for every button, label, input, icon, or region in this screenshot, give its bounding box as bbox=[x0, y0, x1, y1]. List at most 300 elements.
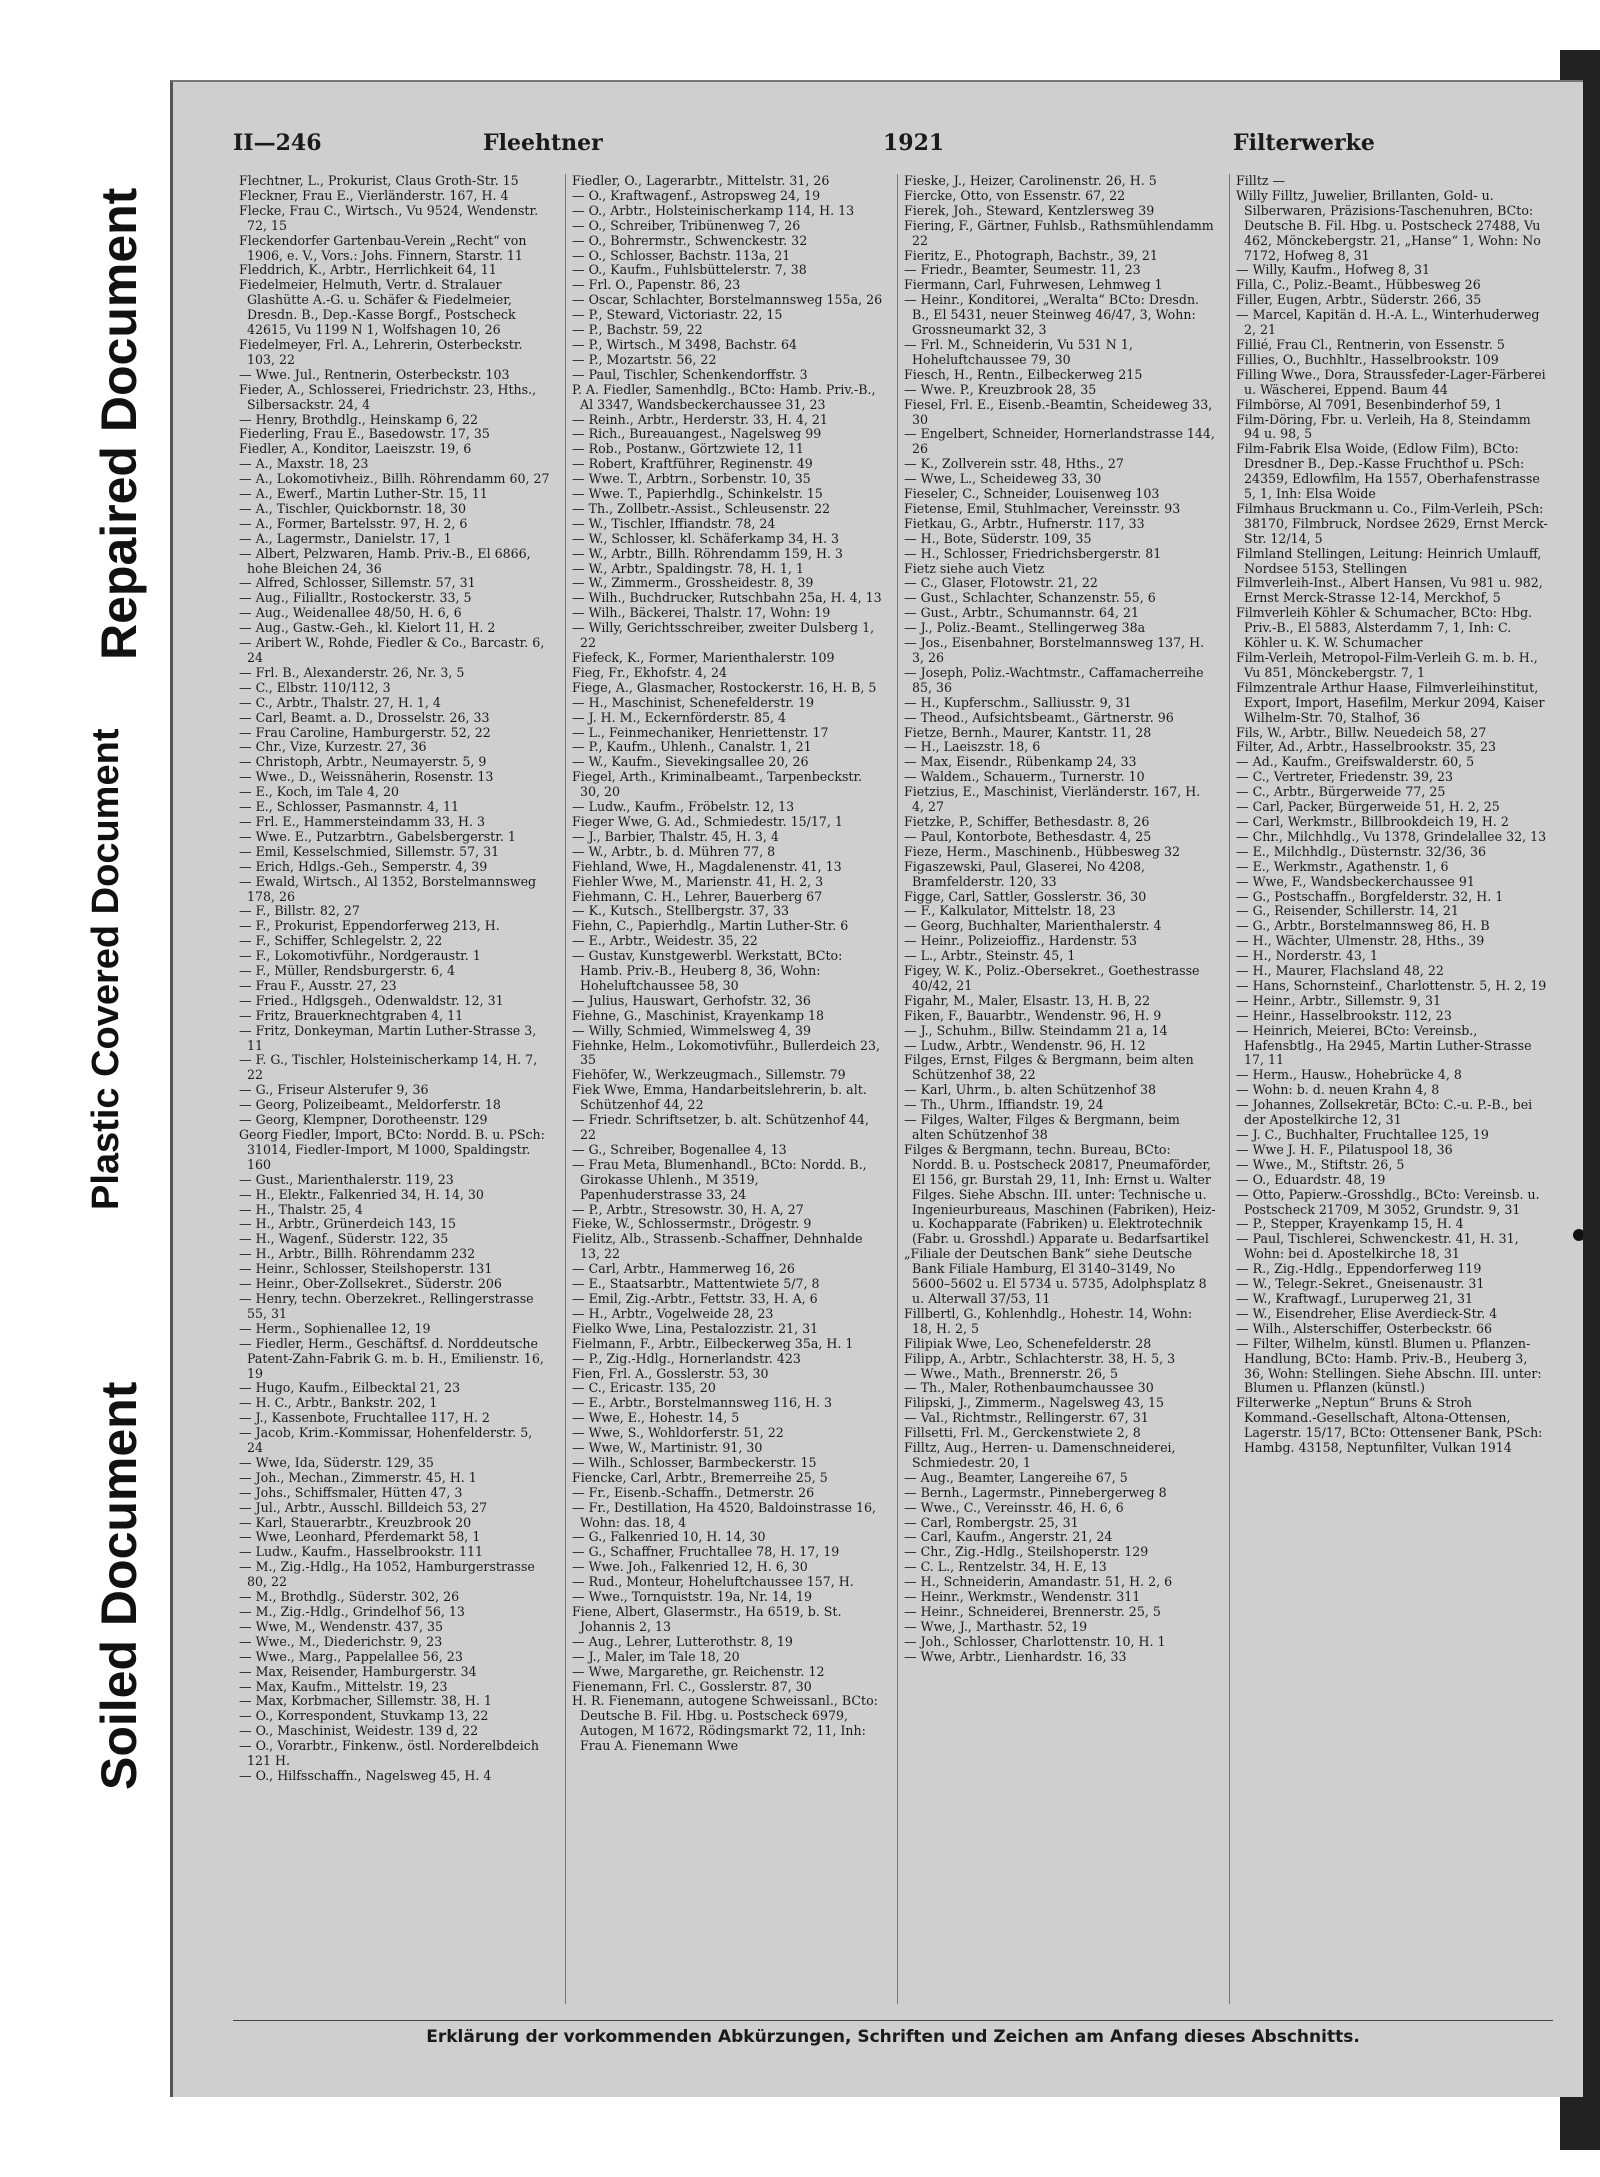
directory-entry: — M., Zig.-Hdlg., Grindelhof 56, 13 bbox=[239, 1604, 465, 1619]
directory-entry: — Frau Caroline, Hamburgerstr. 52, 22 bbox=[239, 724, 491, 740]
directory-entry: — H., Maurer, Flachsland 48, 22 bbox=[1236, 963, 1444, 979]
directory-entry: — Rud., Monteur, Hoheluftchaussee 157, H. bbox=[572, 1574, 854, 1590]
directory-entry: — H. C., Arbtr., Bankstr. 202, 1 bbox=[239, 1395, 438, 1411]
directory-entry: — Ad., Kaufm., Greifswalderstr. 60, 5 bbox=[1236, 754, 1475, 770]
directory-entry: — Wwe, S., Wohldorferstr. 51, 22 bbox=[572, 1425, 784, 1441]
directory-entry: — Robert, Kraftführer, Reginenstr. 49 bbox=[572, 456, 813, 472]
directory-entry: — A., Former, Bartelsstr. 97, H. 2, 6 bbox=[239, 515, 468, 531]
directory-entry: — F., Schiffer, Schlegelstr. 2, 22 bbox=[239, 933, 443, 949]
directory-entry: — Theod., Aufsichtsbeamt., Gärtnerstr. 96 bbox=[904, 709, 1174, 725]
directory-entry: — Marcel, Kapitän d. H.-A. L., Winterhuderweg 2, 21 bbox=[1236, 307, 1540, 338]
directory-entry: Fiedelmeyer, Frl. A., Lehrerin, Osterbeckstr. 103, 22 bbox=[239, 336, 523, 367]
directory-entry: — Gust., Schlachter, Schanzenstr. 55, 6 bbox=[904, 590, 1156, 606]
directory-entry: — H., Schlosser, Friedrichsbergerstr. 81 bbox=[904, 545, 1162, 561]
directory-entry: — W., Arbtr., b. d. Mühren 77, 8 bbox=[572, 843, 776, 859]
directory-entry: Filmverleih Köhler & Schumacher, BCto: Hbg. Priv.-B., El 5883, Alsterdamm 7, 1, Inh: C. Köhler u. K. W. Schumacher bbox=[1236, 605, 1533, 651]
directory-entry: Fierek, Joh., Steward, Kentzlersweg 39 bbox=[904, 202, 1155, 218]
directory-entry: — E., Schlosser, Pasmannstr. 4, 11 bbox=[239, 799, 459, 815]
directory-entry: Fiesch, H., Rentn., Eilbeckerweg 215 bbox=[904, 366, 1143, 382]
directory-entry: — Frl. E., Hammersteindamm 33, H. 3 bbox=[239, 813, 486, 829]
directory-entry: — J., Poliz.-Beamt., Stellingerweg 38a bbox=[904, 620, 1146, 636]
directory-entry: — Wwe, Margarethe, gr. Reichenstr. 12 bbox=[572, 1663, 825, 1679]
directory-entry: — M., Zig.-Hdlg., Ha 1052, Hamburgerstrasse 80, 22 bbox=[239, 1559, 535, 1590]
directory-entry: — J., Barbier, Thalstr. 45, H. 3, 4 bbox=[572, 828, 779, 844]
directory-entry: — C., Arbtr., Thalstr. 27, H. 1, 4 bbox=[239, 694, 441, 710]
directory-entry: — Georg, Buchhalter, Marienthalerstr. 4 bbox=[904, 918, 1162, 934]
directory-entry: — O., Maschinist, Weidestr. 139 d, 22 bbox=[239, 1723, 479, 1739]
directory-entry: — Max, Korbmacher, Sillemstr. 38, H. 1 bbox=[239, 1693, 492, 1709]
directory-entry: Fiehler Wwe, M., Marienstr. 41, H. 2, 3 bbox=[572, 873, 824, 889]
directory-entry: — H., Wächter, Ulmenstr. 28, Hths., 39 bbox=[1236, 933, 1485, 949]
stamp-soiled: Soiled Document bbox=[91, 1381, 147, 1790]
columns bbox=[233, 174, 1563, 2004]
directory-entry: — Filges, Walter, Filges & Bergmann, beim alten Schützenhof 38 bbox=[904, 1112, 1180, 1142]
directory-entry: — H., Bote, Süderstr. 109, 35 bbox=[904, 530, 1092, 546]
directory-entry: — Ludw., Kaufm., Fröbelstr. 12, 13 bbox=[572, 799, 795, 815]
directory-entry: P. A. Fiedler, Samenhdlg., BCto: Hamb. Priv.-B., Al 3347, Wandsbeckerchaussee 31, 23 bbox=[572, 381, 876, 412]
directory-entry: — O., Kaufm., Fuhlsbüttelerstr. 7, 38 bbox=[572, 262, 807, 278]
directory-entry: Filmland Stellingen, Leitung: Heinrich Umlauff, Nordsee 5153, Stellingen bbox=[1236, 545, 1542, 576]
stamp-column bbox=[0, 0, 160, 2177]
directory-entry: — Wwe, F., Wandsbeckerchaussee 91 bbox=[1236, 873, 1475, 889]
directory-entry: — W., Kaufm., Sievekingsallee 20, 26 bbox=[572, 754, 809, 770]
directory-entry: „Filiale der Deutschen Bank“ siehe Deutsche Bank Filiale Hamburg, El 3140–3149, No 5600–5602 u. El 5734 u. 5735, Adolphsplatz 8 u. Alterwall 37/53, 11 bbox=[904, 1246, 1207, 1306]
directory-entry: — H., Elektr., Falkenried 34, H. 14, 30 bbox=[239, 1186, 484, 1202]
directory-entry: Fielmann, F., Arbtr., Eilbeckerweg 35a, H. 1 bbox=[572, 1335, 854, 1351]
directory-entry: — W., Schlosser, kl. Schäferkamp 34, H. 3 bbox=[572, 530, 840, 546]
directory-entry: Fiehnke, Helm., Lokomotivführ., Bullerdeich 23, 35 bbox=[572, 1037, 880, 1068]
directory-entry: — Karl, Uhrm., b. alten Schützenhof 38 bbox=[904, 1082, 1157, 1098]
directory-entry: — Val., Richtmstr., Rellingerstr. 67, 31 bbox=[904, 1410, 1149, 1426]
directory-entry: — Wwe. E., Putzarbtrn., Gabelsbergerstr. 1 bbox=[239, 828, 516, 844]
directory-entry: — Ludw., Kaufm., Hasselbrookstr. 111 bbox=[239, 1544, 484, 1560]
directory-entry: — Wwe. T., Arbtrn., Sorbenstr. 10, 35 bbox=[572, 471, 811, 487]
directory-entry: — Fried., Hdlgsgeh., Odenwaldstr. 12, 31 bbox=[239, 992, 504, 1008]
directory-entry: Filipski, J., Zimmerm., Nagelsweg 43, 15 bbox=[904, 1395, 1165, 1411]
directory-entry: Fillies, O., Buchhltr., Hasselbrookstr. 109 bbox=[1236, 351, 1499, 367]
directory-entry: — Wwe., Math., Brennerstr. 26, 5 bbox=[904, 1365, 1119, 1381]
directory-entry: — C. L., Rentzelstr. 34, H. E, 13 bbox=[904, 1559, 1107, 1575]
directory-entry: — Julius, Hauswart, Gerhofstr. 32, 36 bbox=[572, 992, 811, 1008]
directory-entry: — Aug., Filialltr., Rostockerstr. 33, 5 bbox=[239, 590, 472, 606]
column-2 bbox=[565, 174, 888, 2004]
directory-entry: — P., Bachstr. 59, 22 bbox=[572, 322, 703, 338]
directory-entry: — Friedr. Schriftsetzer, b. alt. Schützenhof 44, 22 bbox=[572, 1112, 870, 1142]
directory-entry: — P., Stepper, Krayenkamp 15, H. 4 bbox=[1236, 1216, 1464, 1232]
directory-entry: — C., Elbstr. 110/112, 3 bbox=[239, 679, 391, 695]
directory-entry: Flechtner, L., Prokurist, Claus Groth-Str. 15 bbox=[239, 174, 519, 188]
directory-entry: — Chr., Zig.-Hdlg., Steilshoperstr. 129 bbox=[904, 1544, 1149, 1560]
directory-entry: Fieske, J., Heizer, Carolinenstr. 26, H. 5 bbox=[904, 174, 1157, 188]
directory-entry: — O., Kraftwagenf., Astropsweg 24, 19 bbox=[572, 187, 821, 203]
directory-entry: Fietzke, P., Schiffer, Bethesdastr. 8, 26 bbox=[904, 813, 1150, 829]
directory-page bbox=[170, 80, 1583, 2097]
directory-entry: — Joseph, Poliz.-Wachtmstr., Caffamacherreihe 85, 36 bbox=[904, 664, 1204, 695]
directory-entry: Fiehöfer, W., Werkzeugmach., Sillemstr. 79 bbox=[572, 1067, 846, 1083]
directory-entry: — Henry, Brothdlg., Heinskamp 6, 22 bbox=[239, 411, 479, 427]
directory-entry: — Paul, Tischler, Schenkendorffstr. 3 bbox=[572, 366, 808, 382]
directory-entry: Fiering, F., Gärtner, Fuhlsb., Rathsmühlendamm 22 bbox=[904, 217, 1214, 248]
directory-entry: — Wwe., Marg., Pappelallee 56, 23 bbox=[239, 1648, 463, 1664]
page-number: II—246 bbox=[233, 130, 322, 156]
directory-entry: — Heinr., Schneiderei, Brennerstr. 25, 5 bbox=[904, 1604, 1161, 1619]
directory-entry: — Wwe, M., Wendenstr. 437, 35 bbox=[239, 1618, 444, 1634]
directory-entry: — A., Tischler, Quickbornstr. 18, 30 bbox=[239, 500, 467, 516]
directory-entry: Fieg, Fr., Ekhofstr. 4, 24 bbox=[572, 664, 728, 680]
directory-entry: — Erich, Hdlgs.-Geh., Semperstr. 4, 39 bbox=[239, 858, 488, 874]
directory-entry: — Wilh., Bäckerei, Thalstr. 17, Wohn: 19 bbox=[572, 605, 831, 621]
directory-entry: — Wohn: b. d. neuen Krahn 4, 8 bbox=[1236, 1082, 1440, 1098]
directory-entry: — Max, Eisendr., Rübenkamp 24, 33 bbox=[904, 754, 1137, 770]
directory-entry: — G., Schaffner, Fruchtallee 78, H. 17, 19 bbox=[572, 1544, 840, 1560]
directory-entry: — Fiedler, Herm., Geschäftsf. d. Norddeutsche Patent-Zahn-Fabrik G. m. b. H., Emilienstr. 16, 19 bbox=[239, 1335, 544, 1381]
directory-entry: Figaszewski, Paul, Glaserei, No 4208, Bramfelderstr. 120, 33 bbox=[904, 858, 1146, 889]
directory-entry: — A., Lagermstr., Danielstr. 17, 1 bbox=[239, 530, 452, 546]
directory-entry: — C., Glaser, Flotowstr. 21, 22 bbox=[904, 575, 1098, 591]
directory-entry: — L., Arbtr., Steinstr. 45, 1 bbox=[904, 948, 1076, 964]
directory-entry: Fiehn, C., Papierhdlg., Martin Luther-Str. 6 bbox=[572, 918, 849, 934]
page-header bbox=[233, 130, 1553, 160]
directory-entry: — Filter, Wilhelm, künstl. Blumen u. Pflanzen-Handlung, BCto: Hamb. Priv.-B., Heuberg 3, 36, Wohn: Stellingen. Siehe Abschn. III. unter: Blumen u. Pflanzen (künstl.) bbox=[1236, 1335, 1542, 1396]
directory-entry: — F. G., Tischler, Holsteinischerkamp 14, H. 7, 22 bbox=[239, 1052, 538, 1083]
directory-entry: — Max, Reisender, Hamburgerstr. 34 bbox=[239, 1663, 477, 1679]
directory-entry: Flecke, Frau C., Wirtsch., Vu 9524, Wendenstr. 72, 15 bbox=[239, 202, 539, 233]
directory-entry: — W., Eisendreher, Elise Averdieck-Str. 4 bbox=[1236, 1305, 1498, 1321]
directory-entry: Fleddrich, K., Arbtr., Herrlichkeit 64, 11 bbox=[239, 262, 497, 278]
column-1 bbox=[233, 174, 555, 2004]
directory-entry: — Hans, Schornsteinf., Charlottenstr. 5, H. 2, 19 bbox=[1236, 977, 1547, 993]
directory-entry: — Fr., Eisenb.-Schaffn., Detmerstr. 26 bbox=[572, 1484, 815, 1500]
directory-entry: — J., Maler, im Tale 18, 20 bbox=[572, 1648, 740, 1664]
directory-entry: — E., Arbtr., Borstelmannsweg 116, H. 3 bbox=[572, 1395, 833, 1411]
directory-entry: — Frl. B., Alexanderstr. 26, Nr. 3, 5 bbox=[239, 664, 465, 680]
directory-entry: Filler, Eugen, Arbtr., Süderstr. 266, 35 bbox=[1236, 292, 1482, 308]
directory-entry: — Carl, Rombergstr. 25, 31 bbox=[904, 1514, 1079, 1530]
directory-entry: Fieritz, E., Photograph, Bachstr., 39, 21 bbox=[904, 247, 1158, 263]
directory-entry: — Otto, Papierw.-Grosshdlg., BCto: Vereinsb. u. Postscheck 21709, M 3052, Grundstr. 9, 31 bbox=[1236, 1186, 1540, 1217]
directory-entry: — H., Arbtr., Billh. Röhrendamm 232 bbox=[239, 1246, 476, 1262]
column-4 bbox=[1229, 174, 1552, 2004]
directory-entry: Fiedler, O., Lagerarbtr., Mittelstr. 31, 26 bbox=[572, 174, 830, 188]
directory-entry: — Joh., Schlosser, Charlottenstr. 10, H. 1 bbox=[904, 1633, 1166, 1649]
directory-entry: Fiedelmeier, Helmuth, Vertr. d. Stralauer Glashütte A.-G. u. Schäfer & Fiedelmeier, Dresdn. B., Dep.-Kasse Borgf., Postscheck 42615, Vu 1199 N 1, Wolfshagen 10, 26 bbox=[239, 277, 516, 338]
directory-entry: — P., Zig.-Hdlg., Hornerlandstr. 423 bbox=[572, 1350, 801, 1366]
directory-entry: — E., Werkmstr., Agathenstr. 1, 6 bbox=[1236, 858, 1449, 874]
directory-entry: — Wwe., Tornquiststr. 19a, Nr. 14, 19 bbox=[572, 1589, 813, 1605]
directory-entry: Fiesel, Frl. E., Eisenb.-Beamtin, Scheideweg 33, 30 bbox=[904, 396, 1213, 427]
directory-entry: Fillsetti, Frl. M., Gerckenstwiete 2, 8 bbox=[904, 1425, 1141, 1441]
directory-entry: Fiedler, A., Konditor, Laeiszstr. 19, 6 bbox=[239, 441, 472, 457]
directory-entry: Filltz — bbox=[1236, 174, 1286, 188]
directory-entry: — Frl. O., Papenstr. 86, 23 bbox=[572, 277, 741, 293]
directory-entry: — Christoph, Arbtr., Neumayerstr. 5, 9 bbox=[239, 754, 487, 770]
directory-entry: Fien, Frl. A., Gosslerstr. 53, 30 bbox=[572, 1365, 769, 1381]
directory-entry: — Wwe, E., Hohestr. 14, 5 bbox=[572, 1410, 740, 1426]
directory-entry: Fiehmann, C. H., Lehrer, Bauerberg 67 bbox=[572, 888, 823, 904]
directory-entry: — Frau Meta, Blumenhandl., BCto: Nordd. B., Girokasse Uhlenh., M 3519, Papenhuderstrasse 33, 24 bbox=[572, 1156, 867, 1202]
directory-entry: H. R. Fienemann, autogene Schweissanl., BCto: Deutsche B. Fil. Hbg. u. Postscheck 6979, Autogen, M 1672, Rödingsmarkt 72, 11, Inh: Frau A. Fienemann Wwe bbox=[572, 1693, 878, 1754]
directory-entry: — Wwe, W., Martinistr. 91, 30 bbox=[572, 1440, 763, 1456]
directory-entry: Filmverleih-Inst., Albert Hansen, Vu 981 u. 982, Ernst Merck-Strasse 12-14, Merckhof, 5 bbox=[1236, 575, 1543, 606]
directory-entry: — H., Thalstr. 25, 4 bbox=[239, 1201, 363, 1217]
header-left-keyword: Fleehtner bbox=[483, 130, 603, 156]
directory-entry: — Alfred, Schlosser, Sillemstr. 57, 31 bbox=[239, 575, 476, 591]
directory-entry: — O., Eduardstr. 48, 19 bbox=[1236, 1171, 1386, 1187]
directory-entry: — F., Prokurist, Eppendorferweg 213, H. bbox=[239, 918, 500, 934]
directory-entry: Film-Fabrik Elsa Woide, (Edlow Film), BCto: Dresdner B., Dep.-Kasse Fruchthof u. PSch: 24359, Edlowfilm, Ha 1557, Oberhafenstrasse 5, 1, Inh: Elsa Woide bbox=[1236, 441, 1540, 502]
directory-entry: — P., Kaufm., Uhlenh., Canalstr. 1, 21 bbox=[572, 739, 812, 755]
column-3 bbox=[897, 174, 1220, 2004]
directory-entry: — Henry, techn. Oberzekret., Rellingerstrasse 55, 31 bbox=[239, 1290, 534, 1321]
directory-entry: — Wilh., Buchdrucker, Rutschbahn 25a, H. 4, 13 bbox=[572, 590, 882, 606]
directory-entry: — L., Feinmechaniker, Henriettenstr. 17 bbox=[572, 724, 829, 740]
directory-entry: Fiege, A., Glasmacher, Rostockerstr. 16, H. B, 5 bbox=[572, 679, 877, 695]
directory-entry: — Herm., Hausw., Hohebrücke 4, 8 bbox=[1236, 1067, 1462, 1083]
directory-entry: Filterwerke „Neptun“ Bruns & Stroh Kommand.-Gesellschaft, Altona-Ottensen, Lagerstr. 15/17, BCto: Ottensener Bank, PSch: Hambg. 43158, Neptunfilter, Vulkan 1914 bbox=[1236, 1395, 1543, 1456]
directory-entry: Filges, Ernst, Filges & Bergmann, beim alten Schützenhof 38, 22 bbox=[904, 1052, 1194, 1083]
directory-entry: — O., Korrespondent, Stuvkamp 13, 22 bbox=[239, 1708, 489, 1724]
directory-entry: — Aug., Beamter, Langereihe 67, 5 bbox=[904, 1469, 1128, 1485]
directory-entry: — Jos., Eisenbahner, Borstelmannsweg 137, H. 3, 26 bbox=[904, 635, 1205, 665]
directory-entry: — W., Telegr.-Sekret., Gneisenaustr. 31 bbox=[1236, 1276, 1485, 1292]
directory-entry: — Wwe. Jul., Rentnerin, Osterbeckstr. 103 bbox=[239, 366, 510, 382]
directory-entry: — H., Arbtr., Grünerdeich 143, 15 bbox=[239, 1216, 457, 1232]
directory-entry: — H., Arbtr., Vogelweide 28, 23 bbox=[572, 1305, 774, 1321]
directory-entry: — A., Ewerf., Martin Luther-Str. 15, 11 bbox=[239, 486, 488, 502]
directory-entry: — G., Falkenried 10, H. 14, 30 bbox=[572, 1529, 766, 1545]
directory-entry: — Chr., Vize, Kurzestr. 27, 36 bbox=[239, 739, 427, 755]
directory-entry: — P., Mozartstr. 56, 22 bbox=[572, 351, 717, 367]
directory-entry: — Carl, Werkmstr., Billbrookdeich 19, H. 2 bbox=[1236, 813, 1509, 829]
directory-entry: Filges & Bergmann, techn. Bureau, BCto: Nordd. B. u. Postscheck 20817, Pneumaförder, El 156, gr. Burstah 29, 11, Inh: Ernst u. Walter Filges. Siehe Abschn. III. unter: Technische u. Ingenieurbureaus, Maschinen (Fabriken), Heiz- u. Kochapparate (Fabriken) u. Elektrotechnik (Fabr. u. Grosshdl.) Apparate u. Bedarfsartikel bbox=[904, 1141, 1216, 1247]
directory-entry: — Heinr., Schlosser, Steilshoperstr. 131 bbox=[239, 1261, 493, 1277]
directory-entry: — Wwe, Ida, Süderstr. 129, 35 bbox=[239, 1454, 434, 1470]
directory-entry: — P., Arbtr., Stresowstr. 30, H. A, 27 bbox=[572, 1201, 804, 1217]
directory-entry: Fiene, Albert, Glasermstr., Ha 6519, b. St. Johannis 2, 13 bbox=[572, 1604, 842, 1634]
directory-entry: — Wwe., D., Weissnäherin, Rosenstr. 13 bbox=[239, 769, 494, 785]
directory-entry: — Carl, Beamt. a. D., Drosselstr. 26, 33 bbox=[239, 709, 490, 725]
directory-entry: Film-Döring, Fbr. u. Verleih, Ha 8, Steindamm 94 u. 98, 5 bbox=[1236, 411, 1531, 442]
directory-entry: — Herm., Sophienallee 12, 19 bbox=[239, 1320, 431, 1336]
directory-entry: Fietense, Emil, Stuhlmacher, Vereinsstr. 93 bbox=[904, 500, 1181, 516]
directory-entry: — Ewald, Wirtsch., Al 1352, Borstelmannsweg 178, 26 bbox=[239, 873, 537, 904]
directory-entry: — Wilh., Schlosser, Barmbeckerstr. 15 bbox=[572, 1454, 817, 1470]
directory-entry: Figge, Carl, Sattler, Gosslerstr. 36, 30 bbox=[904, 888, 1147, 904]
directory-entry: Fieze, Herm., Maschinenb., Hübbesweg 32 bbox=[904, 843, 1180, 859]
directory-entry: — Heinr., Ober-Zollsekret., Süderstr. 206 bbox=[239, 1276, 502, 1292]
header-right-keyword: Filterwerke bbox=[1233, 130, 1375, 156]
directory-entry: Fielitz, Alb., Strassenb.-Schaffner, Dehnhalde 13, 22 bbox=[572, 1231, 863, 1262]
directory-entry: — Wwe. P., Kreuzbrook 28, 35 bbox=[904, 381, 1097, 397]
directory-entry: Fiken, F., Bauarbtr., Wendenstr. 96, H. 9 bbox=[904, 1007, 1162, 1023]
directory-entry: — Emil, Zig.-Arbtr., Fettstr. 33, H. A, 6 bbox=[572, 1290, 818, 1306]
directory-entry: — R., Zig.-Hdlg., Eppendorferweg 119 bbox=[1236, 1261, 1482, 1277]
directory-entry: — Waldem., Schauerm., Turnerstr. 10 bbox=[904, 769, 1145, 785]
directory-entry: — W., Arbtr., Billh. Röhrendamm 159, H. 3 bbox=[572, 545, 843, 561]
directory-entry: — J., Kassenbote, Fruchtallee 117, H. 2 bbox=[239, 1410, 490, 1426]
stamp-repaired: Repaired Document bbox=[91, 187, 147, 660]
directory-entry: Fiederling, Frau E., Basedowstr. 17, 35 bbox=[239, 426, 490, 442]
directory-entry: Filmzentrale Arthur Haase, Filmverleihinstitut, Export, Import, Hasefilm, Merkur 2094, Kaiser Wilhelm-Str. 70, Stalhof, 36 bbox=[1236, 679, 1545, 725]
directory-entry: — Georg, Klempner, Dorotheenstr. 129 bbox=[239, 1112, 488, 1128]
directory-entry: — O., Arbtr., Holsteinischerkamp 114, H. 13 bbox=[572, 202, 855, 218]
directory-entry: — Willy, Schmied, Wimmelsweg 4, 39 bbox=[572, 1022, 812, 1038]
directory-entry: Fiefeck, K., Former, Marienthalerstr. 109 bbox=[572, 650, 835, 665]
directory-entry: — Frau F., Ausstr. 27, 23 bbox=[239, 977, 397, 993]
directory-entry: — Frl. M., Schneiderin, Vu 531 N 1, Hoheluftchaussee 79, 30 bbox=[904, 336, 1133, 367]
directory-entry: — Joh., Mechan., Zimmerstr. 45, H. 1 bbox=[239, 1469, 477, 1485]
directory-entry: Fiencke, Carl, Arbtr., Bremerreihe 25, 5 bbox=[572, 1469, 828, 1485]
directory-entry: — Gust., Marienthalerstr. 119, 23 bbox=[239, 1171, 454, 1187]
directory-entry: — G., Arbtr., Borstelmannsweg 86, H. B bbox=[1236, 918, 1490, 934]
directory-entry: — O., Bohrermstr., Schwenckestr. 32 bbox=[572, 232, 808, 248]
directory-entry: Filmhaus Bruckmann u. Co., Film-Verleih, PSch: 38170, Filmbruck, Nordsee 2629, Ernst Merck-Str. 12/14, 5 bbox=[1236, 500, 1548, 546]
directory-entry: Filter, Ad., Arbtr., Hasselbrookstr. 35, 23 bbox=[1236, 739, 1496, 755]
directory-entry: — J., Schuhm., Billw. Steindamm 21 a, 14 bbox=[904, 1022, 1168, 1038]
directory-entry: Fiehne, G., Maschinist, Krayenkamp 18 bbox=[572, 1007, 825, 1023]
directory-entry: — Wwe J. H. F., Pilatuspool 18, 36 bbox=[1236, 1141, 1453, 1157]
directory-entry: — Carl, Packer, Bürgerweide 51, H. 2, 25 bbox=[1236, 799, 1500, 815]
directory-entry: Figahr, M., Maler, Elsastr. 13, H. B, 22 bbox=[904, 992, 1151, 1008]
directory-entry: — J. H. M., Eckernförderstr. 85, 4 bbox=[572, 709, 787, 725]
directory-entry: — Th., Zollbetr.-Assist., Schleusenstr. 22 bbox=[572, 500, 831, 516]
directory-entry: — F., Billstr. 82, 27 bbox=[239, 903, 360, 919]
directory-entry: Fillbertl, G., Kohlenhdlg., Hohestr. 14, Wohn: 18, H. 2, 5 bbox=[904, 1305, 1193, 1336]
directory-entry: — Bernh., Lagermstr., Pinnebergerweg 8 bbox=[904, 1484, 1167, 1500]
directory-entry: — M., Brothdlg., Süderstr. 302, 26 bbox=[239, 1589, 460, 1605]
directory-entry: Willy Filltz, Juwelier, Brillanten, Gold- u. Silberwaren, Präzisions-Taschenuhren, BCto: Deutsche B. Fil. Hbg. u. Postscheck 27488, Vu 462, Mönckebergstr. 21, „Hanse“ 1, Wohn: No 7172, Hofweg 8, 31 bbox=[1236, 187, 1541, 263]
directory-entry: Filipiak Wwe, Leo, Schenefelderstr. 28 bbox=[904, 1335, 1152, 1351]
directory-entry: — C., Vertreter, Friedenstr. 39, 23 bbox=[1236, 769, 1453, 785]
directory-entry: — Heinrich, Meierei, BCto: Vereinsb., Hafensbtlg., Ha 2945, Martin Luther-Strasse 17, 11 bbox=[1236, 1022, 1532, 1068]
directory-entry: Fleckner, Frau E., Vierländerstr. 167, H. 4 bbox=[239, 187, 509, 203]
directory-entry: — Carl, Arbtr., Hammerweg 16, 26 bbox=[572, 1261, 795, 1277]
directory-entry: — E., Milchhdlg., Düsternstr. 32/36, 36 bbox=[1236, 843, 1486, 859]
directory-entry: — Paul, Kontorbote, Bethesdastr. 4, 25 bbox=[904, 828, 1152, 844]
directory-entry: — Wwe, J., Marthastr. 52, 19 bbox=[904, 1618, 1088, 1634]
directory-entry: — K., Kutsch., Stellbergstr. 37, 33 bbox=[572, 903, 789, 919]
directory-entry: — C., Arbtr., Bürgerweide 77, 25 bbox=[1236, 784, 1446, 800]
directory-entry: — C., Ericastr. 135, 20 bbox=[572, 1380, 716, 1396]
page-footer-note: Erklärung der vorkommenden Abkürzungen, Schriften und Zeichen am Anfang dieses Abschnitts. bbox=[233, 2020, 1553, 2047]
directory-entry: — Wwe, L., Scheideweg 33, 30 bbox=[904, 471, 1102, 487]
directory-entry: — Wwe., C., Vereinsstr. 46, H. 6, 6 bbox=[904, 1499, 1124, 1515]
directory-entry: — Reinh., Arbtr., Herderstr. 33, H. 4, 21 bbox=[572, 411, 828, 427]
directory-entry: — Emil, Kesselschmied, Sillemstr. 57, 31 bbox=[239, 843, 500, 859]
stamp-plastic-covered: Plastic Covered Document bbox=[85, 728, 127, 1210]
directory-entry: — Heinr., Konditorei, „Weralta“ BCto: Dresdn. B., El 5431, neuer Steinweg 46/47, 3, Wohn: Grossneumarkt 32, 3 bbox=[904, 292, 1200, 338]
directory-entry: — Aug., Gastw.-Geh., kl. Kielort 11, H. 2 bbox=[239, 620, 496, 636]
directory-entry: — P., Wirtsch., M 3498, Bachstr. 64 bbox=[572, 336, 798, 352]
directory-entry: — Carl, Kaufm., Angerstr. 21, 24 bbox=[904, 1529, 1113, 1545]
directory-entry: — Fritz, Brauerknechtgraben 4, 11 bbox=[239, 1007, 464, 1023]
directory-entry: — Heinr., Arbtr., Sillemstr. 9, 31 bbox=[1236, 992, 1442, 1008]
directory-entry: — Georg, Polizeibeamt., Meldorferstr. 18 bbox=[239, 1097, 501, 1113]
directory-entry: Fietz siehe auch Vietz bbox=[904, 560, 1045, 576]
directory-entry: — Albert, Pelzwaren, Hamb. Priv.-B., El 6866, hohe Bleichen 24, 36 bbox=[239, 545, 531, 576]
directory-entry: — K., Zollverein sstr. 48, Hths., 27 bbox=[904, 456, 1124, 472]
directory-entry: — Paul, Tischlerei, Schwenckestr. 41, H. 31, Wohn: bei d. Apostelkirche 18, 31 bbox=[1236, 1231, 1519, 1262]
directory-entry: Filla, C., Poliz.-Beamt., Hübbesweg 26 bbox=[1236, 277, 1481, 293]
directory-entry: — Heinr., Hasselbrookstr. 112, 23 bbox=[1236, 1007, 1452, 1023]
directory-entry: — O., Schlosser, Bachstr. 113a, 21 bbox=[572, 247, 791, 263]
directory-entry: Fillié, Frau Cl., Rentnerin, von Essenstr. 5 bbox=[1236, 336, 1505, 352]
directory-entry: Fietkau, G., Arbtr., Hufnerstr. 117, 33 bbox=[904, 515, 1145, 531]
directory-entry: Fieder, A., Schlosserei, Friedrichstr. 23, Hths., Silbersackstr. 24, 4 bbox=[239, 381, 537, 412]
directory-entry: — Friedr., Beamter, Seumestr. 11, 23 bbox=[904, 262, 1141, 278]
directory-entry: Fienemann, Frl. C., Gosslerstr. 87, 30 bbox=[572, 1678, 812, 1694]
directory-entry: — W., Kraftwagf., Luruperweg 21, 31 bbox=[1236, 1290, 1474, 1306]
directory-entry: — Max, Kaufm., Mittelstr. 19, 23 bbox=[239, 1678, 448, 1694]
directory-entry: — Aug., Weidenallee 48/50, H. 6, 6 bbox=[239, 605, 462, 621]
directory-entry: — Th., Uhrm., Iffiandstr. 19, 24 bbox=[904, 1097, 1104, 1113]
directory-entry: — Willy, Kaufm., Hofweg 8, 31 bbox=[1236, 262, 1431, 278]
directory-entry: — G., Postschaffn., Borgfelderstr. 32, H. 1 bbox=[1236, 888, 1504, 904]
directory-entry: — Gust., Arbtr., Schumannstr. 64, 21 bbox=[904, 605, 1139, 621]
header-year: 1921 bbox=[883, 130, 945, 156]
directory-entry: — Fritz, Donkeyman, Martin Luther-Strasse 3, 11 bbox=[239, 1022, 537, 1053]
directory-entry: — Wwe. T., Papierhdlg., Schinkelstr. 15 bbox=[572, 486, 823, 502]
directory-entry: — Engelbert, Schneider, Hornerlandstrasse 144, 26 bbox=[904, 426, 1215, 457]
directory-entry: — Wwe., M., Stiftstr. 26, 5 bbox=[1236, 1156, 1405, 1172]
ink-dot bbox=[1573, 1229, 1583, 1241]
directory-entry: — Wwe., M., Diederichstr. 9, 23 bbox=[239, 1633, 443, 1649]
directory-entry: — Willy, Gerichtsschreiber, zweiter Dulsberg 1, 22 bbox=[572, 620, 875, 651]
directory-entry: — Fr., Destillation, Ha 4520, Baldoinstrasse 16, Wohn: das. 18, 4 bbox=[572, 1499, 877, 1530]
directory-entry: Fieger Wwe, G. Ad., Schmiedestr. 15/17, 1 bbox=[572, 813, 843, 829]
directory-entry: — Heinr., Werkmstr., Wendenstr. 311 bbox=[904, 1589, 1141, 1605]
directory-entry: — F., Müller, Rendsburgerstr. 6, 4 bbox=[239, 963, 456, 979]
directory-entry: — Johannes, Zollsekretär, BCto: C.-u. P.-B., bei der Apostelkirche 12, 31 bbox=[1236, 1097, 1533, 1128]
directory-entry: — Wwe, Leonhard, Pferdemarkt 58, 1 bbox=[239, 1529, 481, 1545]
directory-entry: — W., Arbtr., Spaldingstr. 78, H. 1, 1 bbox=[572, 560, 804, 576]
directory-entry: — Johs., Schiffsmaler, Hütten 47, 3 bbox=[239, 1484, 463, 1500]
directory-entry: — Ludw., Arbtr., Wendenstr. 96, H. 12 bbox=[904, 1037, 1146, 1053]
directory-entry: Fleckendorfer Gartenbau-Verein „Recht“ von 1906, e. V., Vors.: Johs. Finnern, Starstr. 11 bbox=[239, 232, 527, 263]
directory-entry: — E., Koch, im Tale 4, 20 bbox=[239, 784, 400, 800]
directory-entry: Fiegel, Arth., Kriminalbeamt., Tarpenbeckstr. 30, 20 bbox=[572, 769, 863, 800]
directory-entry: — Wwe, Arbtr., Lienhardstr. 16, 33 bbox=[904, 1648, 1127, 1664]
directory-entry: — Wwe. Joh., Falkenried 12, H. 6, 30 bbox=[572, 1559, 808, 1575]
directory-entry: Film-Verleih, Metropol-Film-Verleih G. m. b. H., Vu 851, Mönckebergstr. 7, 1 bbox=[1236, 650, 1538, 680]
directory-entry: — Gustav, Kunstgewerbl. Werkstatt, BCto: Hamb. Priv.-B., Heuberg 8, 36, Wohn: Hoheluftchaussee 58, 30 bbox=[572, 948, 843, 993]
directory-entry: — G., Schreiber, Bogenallee 4, 13 bbox=[572, 1141, 787, 1157]
directory-entry: — Rob., Postanw., Görtzwiete 12, 11 bbox=[572, 441, 804, 457]
directory-entry: Filipp, A., Arbtr., Schlachterstr. 38, H. 5, 3 bbox=[904, 1350, 1176, 1366]
directory-entry: — Oscar, Schlachter, Borstelmannsweg 155a, 26 bbox=[572, 292, 883, 308]
directory-entry: Filling Wwe., Dora, Straussfeder-Lager-Färberei u. Wäscherei, Eppend. Baum 44 bbox=[1236, 366, 1546, 397]
directory-entry: — H., Norderstr. 43, 1 bbox=[1236, 948, 1378, 964]
directory-entry: Fietzius, E., Maschinist, Vierländerstr. 167, H. 4, 27 bbox=[904, 784, 1201, 815]
directory-entry: — F., Kalkulator, Mittelstr. 18, 23 bbox=[904, 903, 1116, 919]
directory-entry: Filltz, Aug., Herren- u. Damenschneiderei, Schmiedestr. 20, 1 bbox=[904, 1440, 1176, 1470]
directory-entry: — H., Schneiderin, Amandastr. 51, H. 2, 6 bbox=[904, 1574, 1173, 1590]
directory-entry: — G., Reisender, Schillerstr. 14, 21 bbox=[1236, 903, 1459, 919]
directory-entry: — J. C., Buchhalter, Fruchtallee 125, 19 bbox=[1236, 1127, 1489, 1142]
directory-entry: Fiercke, Otto, von Essenstr. 67, 22 bbox=[904, 187, 1126, 203]
directory-entry: — F., Lokomotivführ., Nordgeraustr. 1 bbox=[239, 948, 481, 964]
directory-entry: Filmbörse, Al 7091, Besenbinderhof 59, 1 bbox=[1236, 396, 1503, 412]
directory-entry: — P., Steward, Victoriastr. 22, 15 bbox=[572, 307, 783, 323]
directory-entry: — Th., Maler, Rothenbaumchaussee 30 bbox=[904, 1380, 1154, 1396]
directory-entry: — E., Staatsarbtr., Mattentwiete 5/7, 8 bbox=[572, 1276, 820, 1292]
directory-entry: — Aug., Lehrer, Lutterothstr. 8, 19 bbox=[572, 1633, 793, 1649]
directory-entry: — H., Wagenf., Süderstr. 122, 35 bbox=[239, 1231, 449, 1247]
directory-entry: — H., Laeiszstr. 18, 6 bbox=[904, 739, 1041, 755]
directory-entry: — Chr., Milchhdlg., Vu 1378, Grindelallee 32, 13 bbox=[1236, 828, 1547, 844]
directory-entry: Fielko Wwe, Lina, Pestalozzistr. 21, 31 bbox=[572, 1320, 819, 1336]
directory-entry: Fiek Wwe, Emma, Handarbeitslehrerin, b. alt. Schützenhof 44, 22 bbox=[572, 1082, 867, 1113]
